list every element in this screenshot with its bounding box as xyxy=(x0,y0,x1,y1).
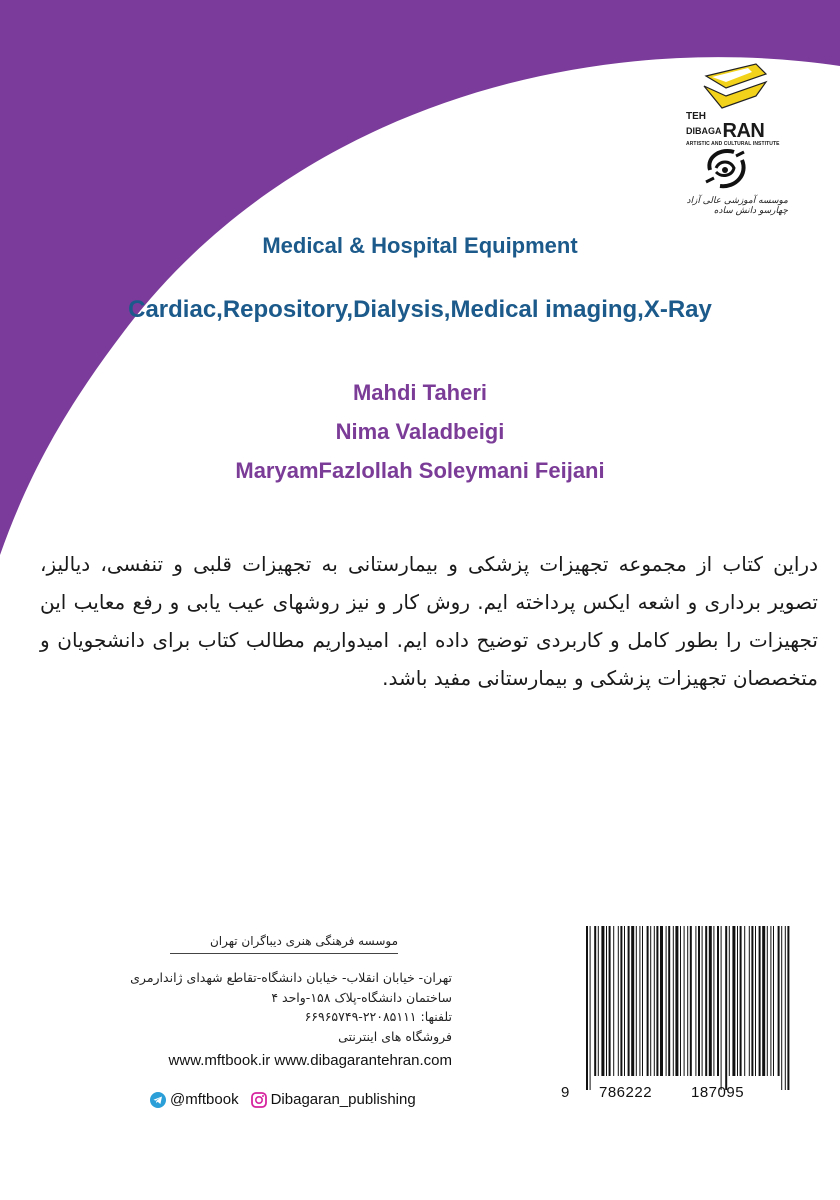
barcode-bar xyxy=(650,926,651,1076)
barcode-bar xyxy=(609,926,611,1076)
barcode-bar xyxy=(759,926,761,1076)
barcode-bar xyxy=(613,926,614,1076)
telegram-handle: @mftbook xyxy=(170,1091,239,1108)
barcode-bar xyxy=(631,926,634,1076)
barcode-bar xyxy=(767,926,768,1076)
barcode-bar xyxy=(620,926,622,1076)
barcode-bar xyxy=(606,926,607,1076)
barcode-bar xyxy=(598,926,599,1076)
dibagaran-yellow-logo-icon xyxy=(686,52,786,112)
phone-numbers: تلفنها: ۲۲۰۸۵۱۱۱-۶۶۹۶۵۷۴۹ xyxy=(304,1009,452,1024)
barcode-bar xyxy=(702,926,703,1076)
barcode-bar xyxy=(594,926,596,1076)
barcode-bar xyxy=(684,926,685,1076)
barcode-bar xyxy=(690,926,692,1076)
website-links[interactable]: www.mftbook.ir www.dibagarantehran.com xyxy=(168,1052,452,1069)
institute-emblem-icon xyxy=(700,146,750,194)
barcode-bar xyxy=(705,926,707,1076)
barcode-bar xyxy=(660,926,663,1076)
barcode-bar xyxy=(725,926,727,1090)
barcode-bar xyxy=(590,926,591,1090)
instagram-icon xyxy=(251,1092,267,1108)
isbn-digit-first: 9 xyxy=(561,1084,570,1101)
publisher-address xyxy=(90,968,452,1046)
barcode-bar xyxy=(586,926,588,1090)
barcode-bar xyxy=(601,926,604,1076)
telegram-icon xyxy=(150,1092,166,1108)
isbn-group-1: 786222 xyxy=(599,1084,653,1101)
wordmark-ran: RAN xyxy=(722,120,765,142)
barcode-bar xyxy=(687,926,688,1076)
barcode-bar xyxy=(751,926,753,1076)
social-links xyxy=(150,1091,450,1108)
barcode-bar xyxy=(698,926,700,1076)
book-subtitle: Cardiac,Repository,Dialysis,Medical imaging,X-Ray xyxy=(128,296,712,323)
telegram-link[interactable] xyxy=(150,1091,239,1108)
barcode-bar xyxy=(713,926,714,1076)
barcode-bar xyxy=(770,926,771,1076)
barcode-bar xyxy=(624,926,625,1076)
author-name: Nima Valadbeigi xyxy=(335,419,505,444)
book-description: دراین کتاب از مجموعه تجهیزات پزشکی و بیمارستانی به تجهیزات قلبی و تنفسی، دیالیز، تصویر برداری و اشعه ایکس پرداخته ایم. روش کار و نیز روشهای عیب یابی و رفع معایب این تجهیزات را بطور کامل و کاربردی توضیح داده ایم. امیدواریم مطالب کتاب برای دانشجویان و متخصصان تجهیزات پزشکی و بیمارستانی مفید باشد. xyxy=(40,552,818,690)
barcode-bar xyxy=(773,926,774,1076)
barcode-bar xyxy=(628,926,630,1076)
author-list xyxy=(0,373,840,490)
barcode-bar xyxy=(729,926,730,1076)
wordmark-tagline: ARTISTIC AND CULTURAL INSTITUTE xyxy=(686,141,780,147)
publisher-wordmark-logo xyxy=(686,112,782,147)
wordmark-teh: TEH xyxy=(686,111,706,122)
barcode-bar xyxy=(642,926,643,1076)
address-line: تهران- خیابان انقلاب- خیابان دانشگاه-تقاطع شهدای ژاندارمری xyxy=(130,970,452,985)
barcode-bar xyxy=(721,926,722,1090)
barcode-bar xyxy=(755,926,756,1076)
address-line: ساختمان دانشگاه-پلاک ۱۵۸-واحد ۴ xyxy=(271,989,452,1005)
barcode-bar xyxy=(647,926,649,1076)
barcode-bar xyxy=(654,926,655,1076)
barcode-bar xyxy=(740,926,742,1076)
barcode-bar xyxy=(675,926,678,1076)
online-stores-label: فروشگاه های اینترنتی xyxy=(338,1028,452,1044)
barcode-bar xyxy=(680,926,681,1076)
book-title: Medical & Hospital Equipment xyxy=(262,233,578,258)
barcode-bar xyxy=(695,926,696,1076)
barcode-bar xyxy=(636,926,637,1076)
barcode-bar xyxy=(668,926,670,1076)
instagram-link[interactable] xyxy=(251,1091,416,1108)
barcode-bar xyxy=(778,926,780,1076)
author-name: Mahdi Taheri xyxy=(352,380,488,405)
barcode-bar xyxy=(787,926,789,1090)
author-name: MaryamFazlollah Soleymani Feijani xyxy=(235,458,605,483)
institute-caption: موسسه آموزشی عالی آزاد چهارسو دانش ساده xyxy=(686,196,788,216)
barcode-bar xyxy=(673,926,674,1076)
barcode-bar xyxy=(737,926,738,1076)
barcode-bar xyxy=(744,926,745,1076)
wordmark-dibaga: DIBAGA xyxy=(686,126,722,136)
barcode-bar xyxy=(618,926,619,1076)
barcode-bar xyxy=(717,926,719,1076)
publisher-name: موسسه فرهنگی هنری دیباگران تهران xyxy=(170,934,398,954)
isbn-group-2: 187095 xyxy=(691,1084,745,1101)
barcode-bar xyxy=(666,926,667,1076)
barcode-bar xyxy=(785,926,786,1090)
barcode-bar xyxy=(709,926,712,1076)
barcode-bar xyxy=(732,926,735,1076)
isbn-barcode xyxy=(584,926,790,1090)
barcode-bar xyxy=(762,926,765,1076)
barcode-bar xyxy=(639,926,640,1076)
barcode-bar xyxy=(781,926,782,1090)
barcode-bar xyxy=(749,926,750,1076)
instagram-handle: Dibagaran_publishing xyxy=(270,1091,416,1108)
barcode-bar xyxy=(656,926,658,1076)
